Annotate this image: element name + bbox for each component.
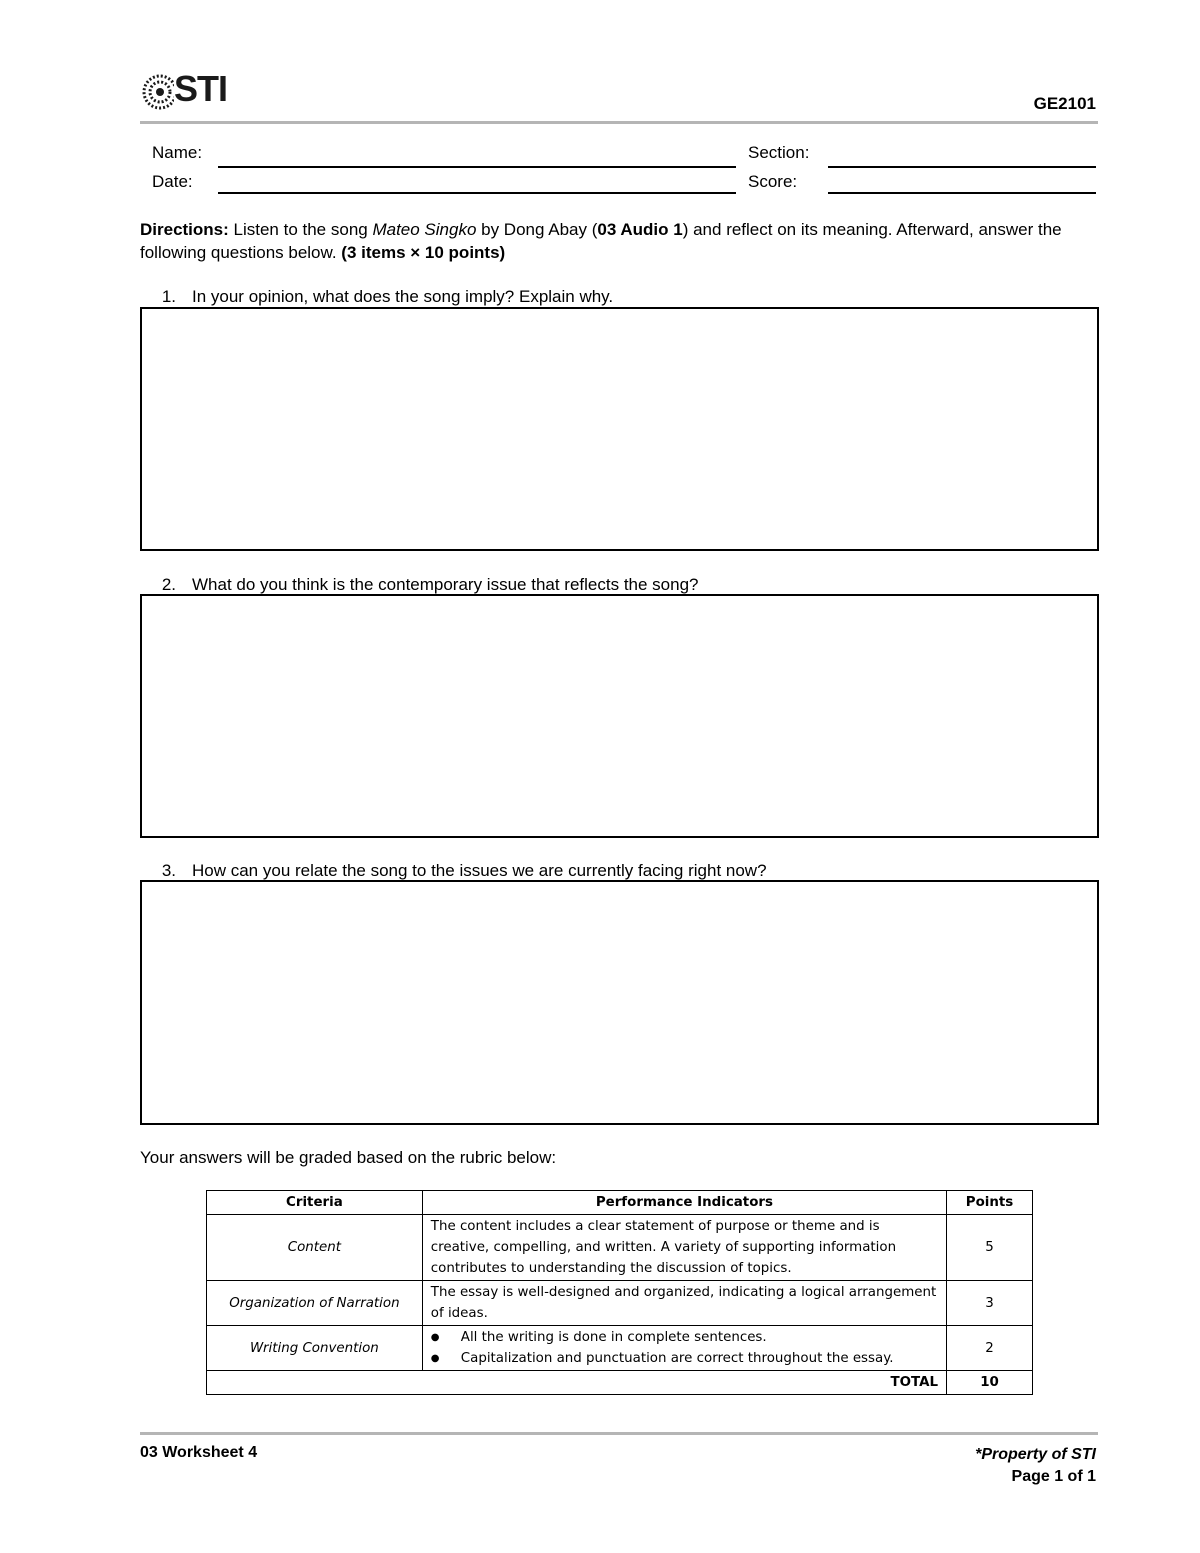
indicator-cell [422, 1326, 946, 1371]
question-text: In your opinion, what does the song imply? Explain why. [192, 287, 614, 306]
audio-reference: 03 Audio 1 [597, 220, 683, 239]
name-field[interactable] [218, 166, 736, 168]
indicator-cell: The content includes a clear statement of purpose or theme and is creative, compelling, and written. A variety of supporting information contributes to understanding the discussion of topics. [422, 1215, 946, 1281]
table-row [207, 1215, 1033, 1281]
table-row [207, 1281, 1033, 1326]
score-label: Score: [748, 172, 798, 191]
directions-text-2: by Dong Abay ( [476, 220, 598, 239]
section-label: Section: [748, 143, 810, 162]
answer-box-2[interactable] [140, 594, 1099, 838]
points-header: Points [947, 1191, 1033, 1215]
question-2 [140, 575, 699, 595]
indicators-header: Performance Indicators [422, 1191, 946, 1215]
answer-box-1[interactable] [140, 307, 1099, 551]
globe-icon [140, 70, 174, 114]
total-row [207, 1371, 1033, 1395]
sti-logo [140, 70, 240, 114]
criteria-cell: Organization of Narration [207, 1281, 423, 1326]
question-text: How can you relate the song to the issues we are currently facing right now? [192, 861, 767, 880]
criteria-cell: Writing Convention [207, 1326, 423, 1371]
bullet-item: ● All the writing is done in complete sentences. [431, 1327, 938, 1348]
directions-text-3: ) and reflect on its meaning. Afterward, answer the following questions below. [140, 220, 1062, 262]
indicator-cell: The essay is well-designed and organized, indicating a logical arrangement of ideas. [422, 1281, 946, 1326]
question-text: What do you think is the contemporary issue that reflects the song? [192, 575, 699, 594]
rubric-intro: Your answers will be graded based on the rubric below: [140, 1148, 557, 1167]
page-number: Page 1 of 1 [1011, 1468, 1096, 1485]
logo-text: STI [174, 68, 228, 109]
footer-right [975, 1444, 1096, 1488]
rubric-header-row [207, 1191, 1033, 1215]
answer-box-3[interactable] [140, 880, 1099, 1125]
section-field[interactable] [828, 166, 1096, 168]
property-note: *Property of STI [975, 1446, 1096, 1463]
criteria-cell: Content [207, 1215, 423, 1281]
footer-divider [140, 1432, 1098, 1435]
points-cell: 2 [947, 1326, 1033, 1371]
points-cell: 3 [947, 1281, 1033, 1326]
name-label: Name: [152, 143, 203, 162]
total-label: TOTAL [207, 1371, 947, 1395]
question-number: 1. [161, 287, 176, 306]
directions [140, 218, 1102, 264]
course-code: GE2101 [1033, 94, 1096, 113]
question-3 [140, 861, 767, 881]
question-number: 3. [161, 861, 176, 880]
directions-lead: Directions: [140, 220, 229, 239]
question-number: 2. [161, 575, 176, 594]
song-title: Mateo Singko [372, 220, 477, 239]
question-1 [140, 287, 613, 307]
directions-text-1: Listen to the song [228, 220, 373, 239]
total-value: 10 [947, 1371, 1033, 1395]
header-divider [140, 121, 1098, 124]
date-label: Date: [152, 172, 193, 191]
bullet-item: ● Capitalization and punctuation are correct throughout the essay. [431, 1348, 938, 1369]
worksheet-label: 03 Worksheet 4 [140, 1444, 258, 1461]
points-note: (3 items × 10 points) [341, 243, 506, 262]
criteria-header: Criteria [207, 1191, 423, 1215]
points-cell: 5 [947, 1215, 1033, 1281]
table-row [207, 1326, 1033, 1371]
score-field[interactable] [828, 192, 1096, 194]
date-field[interactable] [218, 192, 736, 194]
rubric-table [206, 1190, 1033, 1395]
